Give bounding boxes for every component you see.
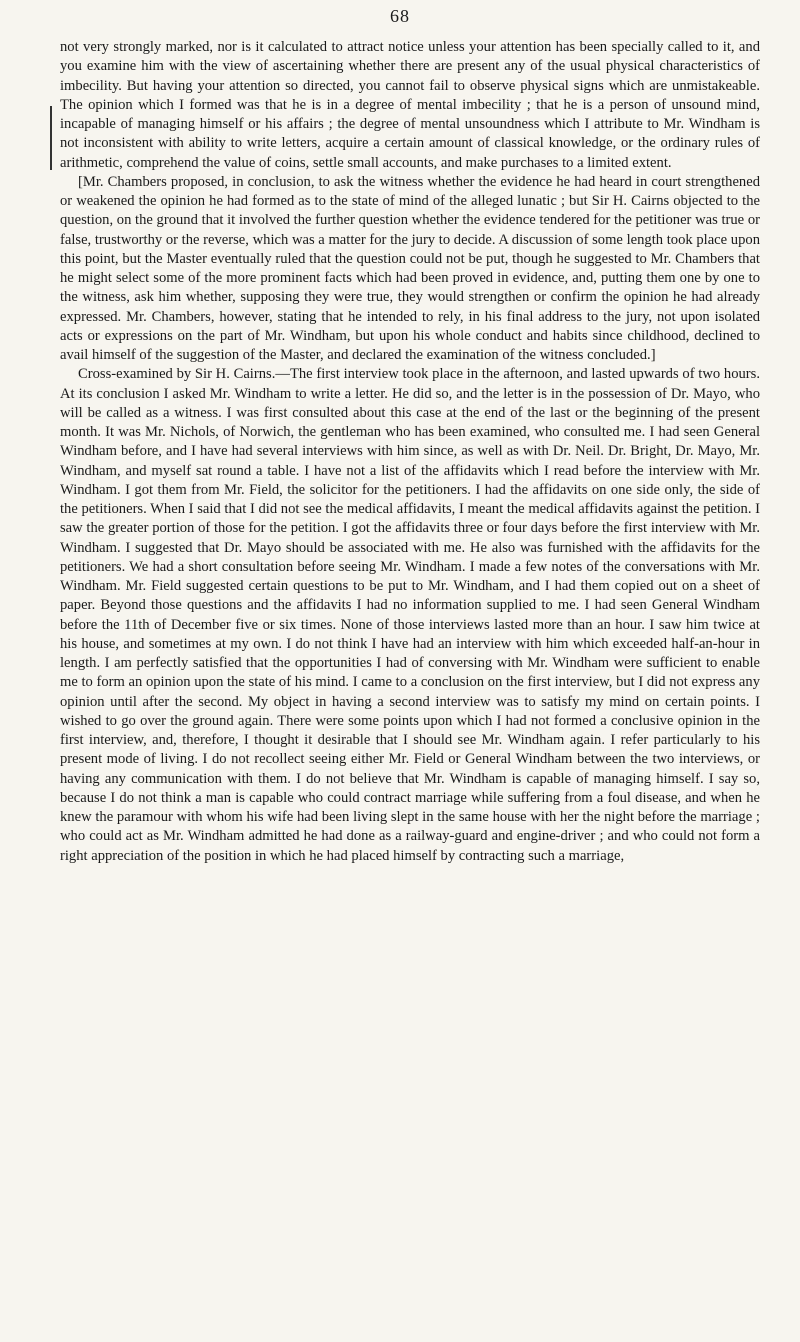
page-number: 68 — [390, 6, 410, 26]
paragraph-cross-examination: Cross-examined by Sir H. Cairns.—The first interview took place in the afternoon, and lasted upwards of two hours. At its conclusion I asked Mr. Windham to write a letter. He did so, and the letter is in the possession of Dr. Mayo, who will be called as a witness. I was first consulted about this case at the end of the last or the beginning of the present month. It was Mr. Nichols, of Norwich, the gentleman who has been examined, who consulted me. I had seen General Windham before, and I have had several interviews with him since, as well as with Dr. Neil. Dr. Bright, Dr. Mayo, Mr. Windham, and myself sat round a table. I have not a list of the affidavits which I read before the interview with Mr. Windham. I got them from Mr. Field, the solicitor for the petitioners. I had the affidavits on one side only, the side of the petitioners. When I said that I did not see the medical affidavits, I meant the medical affidavits against the petition. I saw the greater portion of those for the petition. I got the affidavits three or four days before the first interview with Mr. Windham. I suggested that Dr. Mayo should be associated with me. He also was furnished with the affidavits for the petitioners. We had a short consultation before seeing Mr. Windham. I made a few notes of the conversations with Mr. Windham. Mr. Field suggested certain questions to be put to Mr. Windham, and I had them copied out on a sheet of paper. Beyond those questions and the affidavits I had no information supplied to me. I had seen General Windham before the 11th of December five or six times. None of those interviews lasted more than an hour. I saw him twice at his house, and sometimes at my own. I do not think I have had an interview with him which exceeded half-an-hour in length. I am perfectly satisfied that the opportunities I had of conversing with Mr. Windham were sufficient to enable me to form an opinion upon the state of his mind. I came to a conclusion on the first interview, but I did not express any opinion until after the second. My object in having a second interview was to satisfy my mind on certain points. I wished to go over the ground again. There were some points upon which I had not formed a conclusive opinion in the first interview, and, therefore, I thought it desirable that I should see Mr. Windham again. I refer particularly to his present mode of living. I do not recollect seeing either Mr. Field or General Windham between the two interviews, or having any communication with them. I do not believe that Mr. Windham is capable of managing himself. I say so, because I do not think a man is capable who could contract marriage while suffering from a foul disease, and when he knew the paramour with whom his wife had been living slept in the same house with her the night before the marriage ; who could act as Mr. Windham admitted he had done as a railway-guard and engine-driver ; and who could not form a right appreciation of the position in which he had placed himself by contracting such a marriage, — [60, 366, 760, 864]
margin-bracket-mark — [50, 106, 52, 170]
paragraph-bracketed-discussion: [Mr. Chambers proposed, in conclusion, to ask the witness whether the evidence he had heard in court strengthened or weakened the opinion he had formed as to the state of mind of the alleged lunatic ; but Sir H. Cairns objected to the question, on the ground that it involved the further question whether the evidence tendered for the petitioner was true or false, trustworthy or the reverse, which was a matter for the jury to decide. A discussion of some length took place upon this point, but the Master eventually ruled that the question could not be put, though he suggested to Mr. Chambers that he might select some of the more prominent facts which had been proved in evidence, and, putting them one by one to the witness, ask him whether, supposing they were true, they would strengthen or confirm the opinion he had already expressed. Mr. Chambers, however, stating that he intended to rely, in his final address to the jury, not upon isolated acts or expressions on the part of Mr. Windham, but upon his whole conduct and habits since childhood, declined to avail himself of the suggestion of the Master, and declared the examination of the witness concluded.] — [60, 173, 760, 363]
page-body — [60, 38, 760, 866]
paragraph-medical-opinion: not very strongly marked, nor is it calculated to attract notice unless your attention has been specially called to it, and you examine him with the view of ascertaining whether there are present any of the usual physical characteristics of imbecility. But having your attention so directed, you cannot fail to observe physical signs which are unmistakeable. The opinion which I formed was that he is in a degree of mental imbecility ; that he is a person of unsound mind, incapable of managing himself or his affairs ; the degree of mental unsoundness which I attribute to Mr. Windham is not inconsistent with ability to write letters, acquire a certain amount of classical knowledge, or the ordinary rules of arithmetic, comprehend the value of coins, settle small accounts, and make purchases to a limited extent. — [60, 39, 760, 171]
